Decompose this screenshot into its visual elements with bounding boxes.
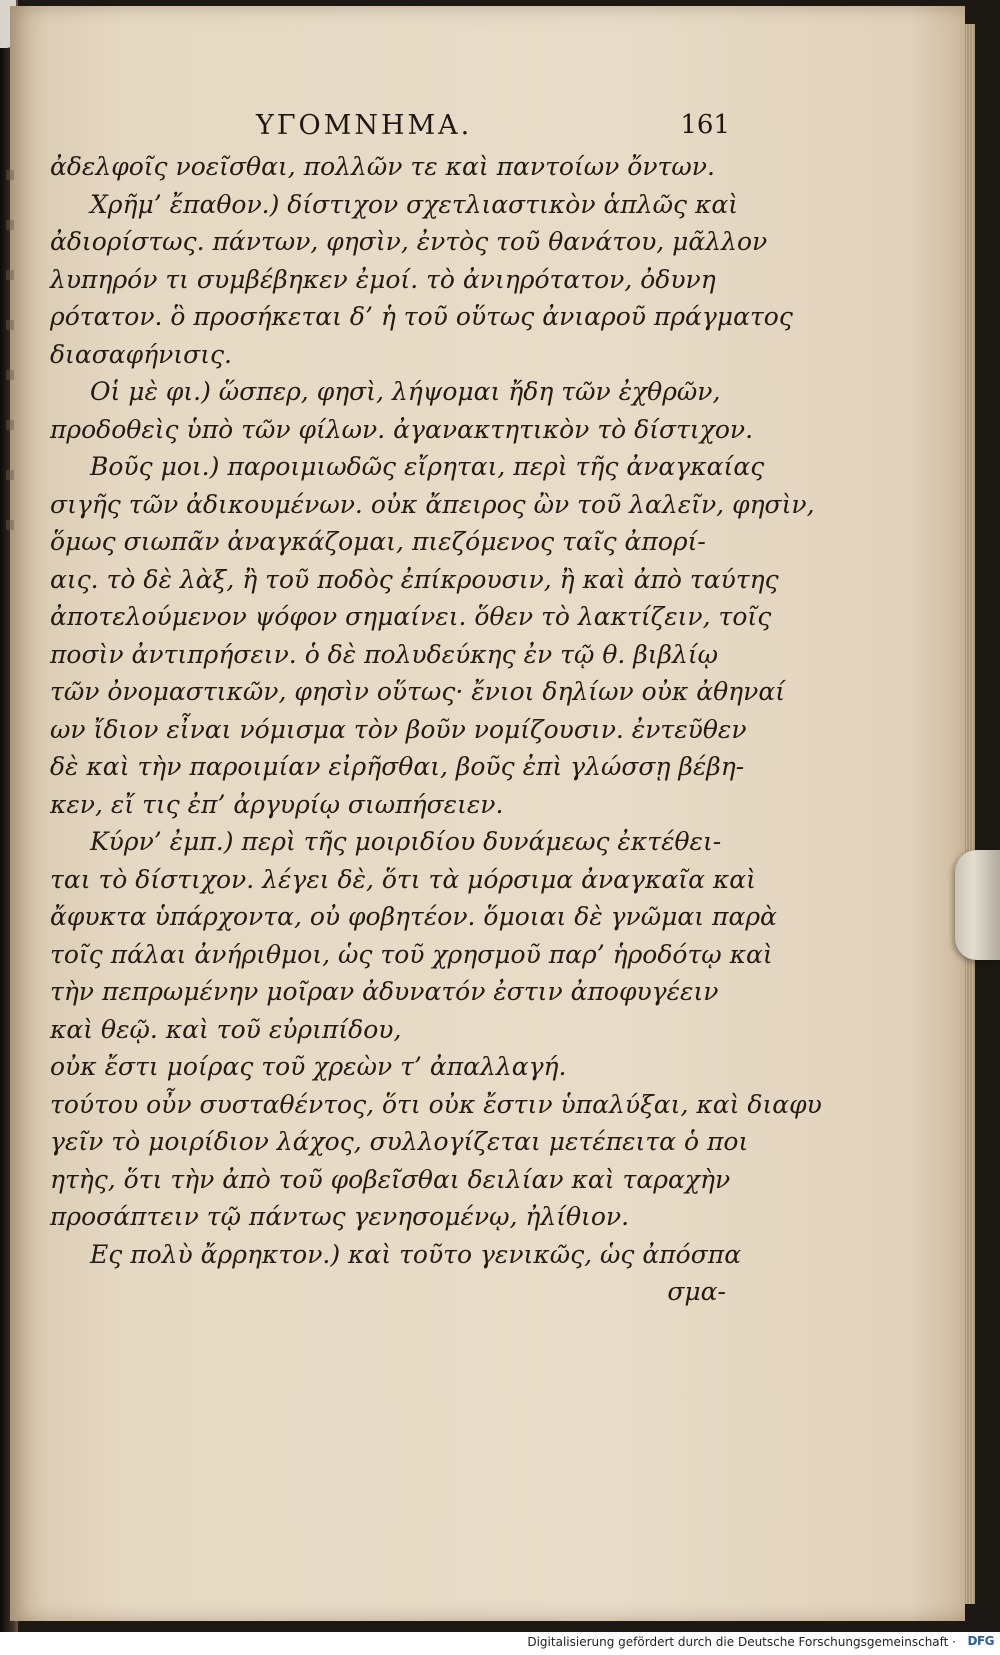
footer-bar [0, 1632, 1000, 1655]
text-line: ὅμως σιωπᾶν ἀναγκάζομαι, πιεζόμενος ταῖς ἀπορί- [50, 527, 706, 556]
running-head: ΥΓΟΜΝΗΜΑ. [256, 110, 473, 141]
text-line: γεῖν τὸ μοιρίδιον λάχος, συλλογίζεται μετέπειτα ὁ ποι [50, 1127, 749, 1156]
text-line: ρότατον. ὃ προσήκεται δ’ ἡ τοῦ οὕτως ἀνιαροῦ πράγματος [50, 302, 793, 331]
bleed-through-margin [6, 170, 24, 690]
text-line: τοῖς πάλαι ἀνήριθμοι, ὡς τοῦ χρησμοῦ παρ’ ἡροδότῳ καὶ [50, 939, 773, 969]
text-line: ἀδελφοῖς νοεῖσθαι, πολλῶν τε καὶ παντοίων ὄντων. [50, 152, 715, 181]
text-line: ἄφυκτα ὑπάρχοντα, οὐ φοβητέον. ὅμοιαι δὲ γνῶμαι παρὰ [50, 902, 777, 931]
text-line: σιγῆς τῶν ἀδικουμένων. οὐκ ἄπειρος ὢν τοῦ λαλεῖν, φησὶν, [50, 489, 815, 519]
text-line: προδοθεὶς ὑπὸ τῶν φίλων. ἀγανακτητικὸν τὸ δίστιχον. [50, 414, 754, 444]
text-line: διασαφήνισις. [50, 339, 232, 369]
text-line: ἀποτελούμενον ψόφον σημαίνει. ὅθεν τὸ λακτίζειν, τοῖς [50, 602, 772, 631]
text-line: τῶν ὀνομαστικῶν, φησὶν οὕτως· ἔνιοι δηλίων οὐκ ἀθηναί [50, 677, 786, 706]
text-line: ται τὸ δίστιχον. λέγει δὲ, ὅτι τὰ μόρσιμα ἀναγκαῖα καὶ [50, 864, 756, 894]
page-edge [965, 24, 975, 1604]
text-line: τούτου οὖν συσταθέντος, ὅτι οὐκ ἔστιν ὑπαλύξαι, καὶ διαφυ [50, 1089, 822, 1119]
commentary-text [50, 148, 822, 1311]
text-line: προσάπτειν τῷ πάντως γενησομένῳ, ἠλίθιον. [50, 1202, 630, 1231]
text-line: Οἱ μὲ φι.) ὥσπερ, φησὶ, λήψομαι ἤδη τῶν ἐχθρῶν, [90, 377, 721, 406]
text-line: Βοῦς μοι.) παροιμιωδῶς εἴρηται, περὶ τῆς ἀναγκαίας [90, 452, 765, 481]
text-line: Ες πολὺ ἄρρηκτον.) καὶ τοῦτο γενικῶς, ὡς ἀπόσπα [90, 1239, 742, 1269]
text-line: σμα- [667, 1277, 726, 1306]
text-line: καὶ θεῷ. καὶ τοῦ εὐριπίδου, [50, 1014, 402, 1044]
text-line: λυπηρόν τι συμβέβηκεν ἐμοί. τὸ ἀνιηρότατον, ὀδυνη [50, 264, 716, 294]
text-line: τὴν πεπρωμένην μοῖραν ἀδυνατόν ἐστιν ἀποφυγέειν [50, 977, 719, 1006]
dfg-logo: DFG [967, 1634, 994, 1648]
page-number: 161 [680, 110, 730, 140]
text-line: Χρῆμ’ ἔπαθον.) δίστιχον σχετλιαστικὸν ἁπλῶς καὶ [90, 189, 739, 219]
text-line: ων ἴδιον εἶναι νόμισμα τὸν βοῦν νομίζουσιν. ἐντεῦθεν [50, 714, 747, 744]
text-line: κεν, εἴ τις ἐπ’ ἀργυρίῳ σιωπήσειεν. [50, 789, 504, 819]
text-line: οὐκ ἔστι μοίρας τοῦ χρεὼν τ’ ἀπαλλαγή. [50, 1052, 567, 1081]
text-line: ητὴς, ὅτι τὴν ἀπὸ τοῦ φοβεῖσθαι δειλίαν καὶ ταραχὴν [50, 1164, 731, 1194]
digitization-credit: Digitalisierung gefördert durch die Deutsche Forschungsgemeinschaft · [527, 1635, 956, 1649]
page-header [40, 104, 730, 144]
text-line: ἀδιορίστως. πάντων, φησὶν, ἐντὸς τοῦ θανάτου, μᾶλλον [50, 227, 768, 256]
text-line: Κύρν’ ἐμπ.) περὶ τῆς μοιριδίου δυνάμεως ἐκτέθει- [90, 827, 722, 856]
text-line: δὲ καὶ τὴν παροιμίαν εἰρῆσθαι, βοῦς ἐπὶ γλώσσῃ βέβη- [50, 752, 745, 781]
text-line: αις. τὸ δὲ λὰξ, ἢ τοῦ ποδὸς ἐπίκρουσιν, ἢ καὶ ἀπὸ ταύτης [50, 564, 779, 594]
book-clasp [955, 850, 1000, 960]
text-line: ποσὶν ἀντιπρήσειν. ὁ δὲ πολυδεύκης ἐν τῷ θ. βιβλίῳ [50, 639, 719, 669]
